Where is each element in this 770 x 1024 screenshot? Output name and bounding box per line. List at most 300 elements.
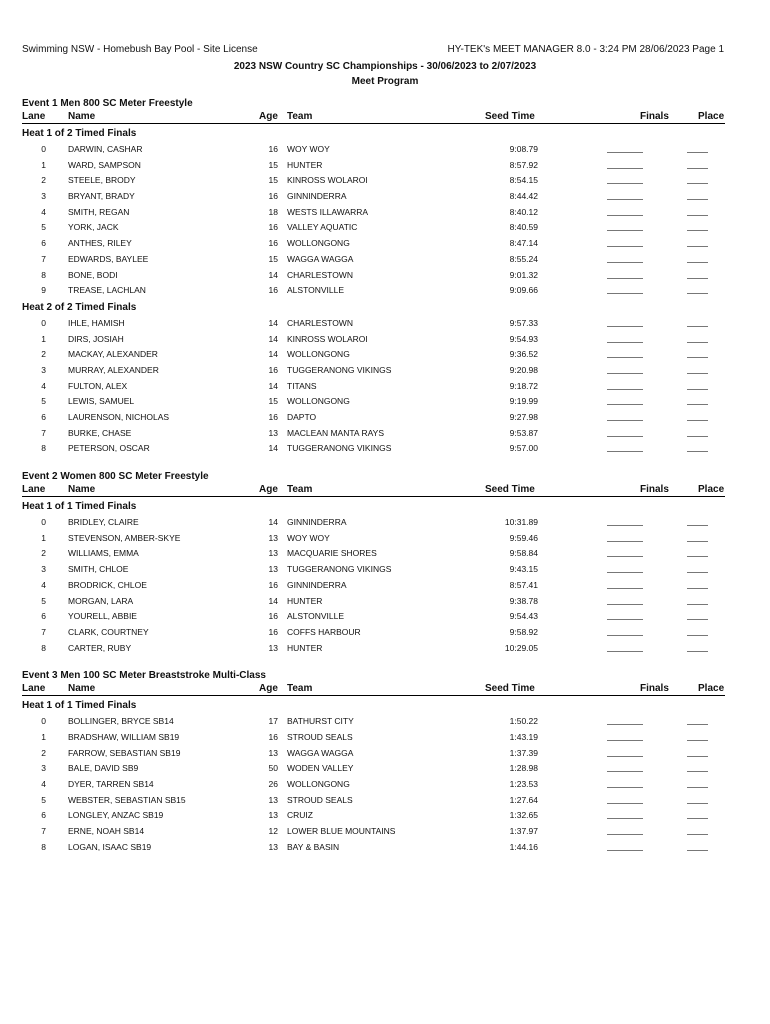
column-header-team: Team (287, 111, 313, 122)
seed-time: 8:54.15 (509, 175, 538, 186)
finals-blank-line (607, 588, 643, 589)
lane-number: 4 (41, 380, 46, 391)
team-name: STROUD SEALS (287, 731, 353, 742)
seed-time: 8:57.92 (509, 159, 538, 170)
lane-number: 1 (41, 159, 46, 170)
swimmer-age: 15 (268, 253, 278, 264)
swimmer-age: 16 (268, 144, 278, 154)
place-blank-line (687, 420, 708, 421)
lane-number: 1 (41, 333, 46, 344)
swimmer-age: 13 (268, 841, 278, 852)
lane-number: 2 (41, 747, 46, 758)
heat-label: Heat 1 of 1 Timed Finals (22, 501, 137, 513)
swimmer-name: FARROW, SEBASTIAN SB19 (68, 747, 181, 758)
event-title: Event 2 Women 800 SC Meter Freestyle (22, 471, 209, 483)
swimmer-age: 12 (268, 826, 278, 837)
team-name: WOY WOY (287, 532, 330, 543)
swimmer-name: DYER, TARREN SB14 (68, 779, 154, 789)
swimmer-age: 15 (268, 396, 278, 407)
seed-time: 9:01.32 (509, 269, 538, 280)
column-header-finals: Finals (640, 683, 669, 695)
seed-time: 8:40.59 (509, 222, 538, 233)
column-header-name: Name (68, 111, 96, 122)
place-blank-line (687, 850, 708, 851)
finals-blank-line (607, 604, 643, 605)
lane-number: 8 (41, 642, 46, 653)
swimmer-name: BURKE, CHASE (68, 427, 132, 438)
team-name: CRUIZ (287, 810, 313, 821)
entry-row (22, 172, 725, 188)
lane-number: 9 (41, 285, 46, 296)
swimmer-name: SMITH, REGAN (68, 206, 130, 217)
meet-title: 2023 NSW Country SC Championships - 30/06/2023 to 2/07/2023 (233, 61, 537, 72)
finals-blank-line (607, 183, 643, 184)
team-name: WOLLONGONG (287, 396, 350, 407)
swimmer-name: ANTHES, RILEY (68, 238, 132, 249)
swimmer-name: MURRAY, ALEXANDER (68, 364, 159, 375)
team-name: HUNTER (287, 159, 323, 170)
seed-time: 1:44.16 (509, 841, 538, 852)
finals-blank-line (607, 541, 643, 542)
finals-blank-line (607, 771, 643, 772)
column-header-team: Team (287, 683, 313, 695)
entry-row (22, 219, 725, 235)
team-name: HUNTER (287, 595, 323, 606)
entry-row (22, 331, 725, 347)
swimmer-age: 16 (268, 238, 278, 249)
event-spacer (22, 456, 725, 470)
lane-number: 7 (41, 427, 46, 438)
team-name: TUGGERANONG VIKINGS (287, 564, 392, 575)
team-name: WAGGA WAGGA (287, 747, 354, 758)
lane-number: 0 (41, 716, 46, 727)
swimmer-age: 13 (268, 427, 278, 438)
event-title: Event 3 Men 100 SC Meter Breaststroke Multi-Class (22, 670, 266, 682)
swimmer-age: 16 (268, 222, 278, 233)
lane-number: 4 (41, 206, 46, 217)
software-page-header: HY-TEK's MEET MANAGER 8.0 - 3:24 PM 28/06/2023 Page 1 (447, 44, 724, 55)
place-blank-line (687, 740, 708, 741)
lane-number: 2 (41, 548, 46, 559)
lane-number: 6 (41, 810, 46, 821)
team-name: DAPTO (287, 412, 317, 422)
swimmer-name: LAURENSON, NICHOLAS (68, 412, 170, 422)
finals-blank-line (607, 420, 643, 421)
swimmer-name: BOLLINGER, BRYCE SB14 (68, 716, 174, 727)
place-blank-line (687, 635, 708, 636)
team-name: WOY WOY (287, 144, 330, 154)
place-blank-line (687, 357, 708, 358)
place-blank-line (687, 756, 708, 757)
entry-row (22, 807, 725, 823)
swimmer-age: 14 (268, 333, 278, 344)
entry-row (22, 745, 725, 761)
place-blank-line (687, 604, 708, 605)
place-blank-line (687, 373, 708, 374)
finals-blank-line (607, 787, 643, 788)
entry-row (22, 141, 725, 157)
team-name: CHARLESTOWN (287, 269, 353, 280)
swimmer-name: LONGLEY, ANZAC SB19 (68, 810, 164, 821)
place-blank-line (687, 215, 708, 216)
event-block (22, 669, 725, 854)
entry-row (22, 346, 725, 362)
swimmer-age: 16 (268, 579, 278, 590)
swimmer-age: 13 (268, 548, 278, 559)
finals-blank-line (607, 651, 643, 652)
event-block (22, 97, 725, 456)
heat-label: Heat 1 of 1 Timed Finals (22, 700, 137, 712)
swimmer-age: 13 (268, 810, 278, 821)
swimmer-name: DARWIN, CASHAR (68, 144, 143, 154)
place-blank-line (687, 572, 708, 573)
finals-blank-line (607, 262, 643, 263)
swimmer-age: 13 (268, 642, 278, 653)
team-name: CHARLESTOWN (287, 317, 353, 328)
team-name: WOLLONGONG (287, 238, 350, 249)
lane-number: 5 (41, 794, 46, 805)
swimmer-age: 13 (268, 747, 278, 758)
team-name: TITANS (287, 380, 317, 391)
place-blank-line (687, 556, 708, 557)
column-header-finals: Finals (640, 111, 669, 122)
place-blank-line (687, 404, 708, 405)
entry-row (22, 713, 725, 729)
finals-blank-line (607, 230, 643, 231)
lane-number: 3 (41, 763, 46, 774)
team-name: VALLEY AQUATIC (287, 222, 358, 233)
event-title: Event 1 Men 800 SC Meter Freestyle (22, 98, 193, 109)
seed-time: 9:57.33 (509, 317, 538, 328)
swimmer-name: CARTER, RUBY (68, 642, 132, 653)
column-header-lane: Lane (22, 111, 46, 122)
finals-blank-line (607, 278, 643, 279)
lane-number: 3 (41, 564, 46, 575)
place-blank-line (687, 525, 708, 526)
seed-time: 9:58.92 (509, 626, 538, 637)
lane-number: 8 (41, 841, 46, 852)
place-blank-line (687, 342, 708, 343)
team-name: STROUD SEALS (287, 794, 353, 805)
place-blank-line (687, 541, 708, 542)
team-name: WOLLONGONG (287, 779, 350, 789)
place-blank-line (687, 588, 708, 589)
seed-time: 9:27.98 (509, 412, 538, 422)
swimmer-age: 14 (268, 317, 278, 328)
place-blank-line (687, 818, 708, 819)
lane-number: 5 (41, 595, 46, 606)
seed-time: 9:57.00 (509, 443, 538, 454)
seed-time: 1:32.65 (509, 810, 538, 821)
entry-row (22, 362, 725, 378)
seed-time: 1:37.39 (509, 747, 538, 758)
column-header-age: Age (259, 111, 278, 122)
entry-row (22, 776, 725, 792)
team-name: WOLLONGONG (287, 349, 350, 360)
seed-time: 1:23.53 (509, 779, 538, 789)
seed-time: 9:36.52 (509, 349, 538, 360)
swimmer-name: SMITH, CHLOE (68, 564, 129, 575)
seed-time: 1:43.19 (509, 731, 538, 742)
lane-number: 7 (41, 253, 46, 264)
swimmer-age: 14 (268, 595, 278, 606)
lane-number: 6 (41, 412, 46, 422)
team-name: TUGGERANONG VIKINGS (287, 364, 392, 375)
finals-blank-line (607, 357, 643, 358)
swimmer-name: WILLIAMS, EMMA (68, 548, 139, 559)
entry-row (22, 839, 725, 855)
column-header-row (22, 110, 725, 124)
seed-time: 9:38.78 (509, 595, 538, 606)
entry-row (22, 729, 725, 745)
finals-blank-line (607, 168, 643, 169)
entry-row (22, 204, 725, 220)
lane-number: 1 (41, 532, 46, 543)
finals-blank-line (607, 635, 643, 636)
lane-number: 0 (41, 317, 46, 328)
swimmer-age: 14 (268, 269, 278, 280)
column-header-name: Name (68, 484, 96, 496)
entry-row (22, 188, 725, 204)
entry-row (22, 593, 725, 609)
event-spacer (22, 655, 725, 669)
column-header-team: Team (287, 484, 313, 496)
place-blank-line (687, 803, 708, 804)
lane-number: 6 (41, 238, 46, 249)
seed-time: 1:37.97 (509, 826, 538, 837)
seed-time: 9:09.66 (509, 285, 538, 296)
swimmer-name: STEELE, BRODY (68, 175, 136, 186)
place-blank-line (687, 787, 708, 788)
team-name: BATHURST CITY (287, 716, 354, 727)
entry-row (22, 409, 725, 425)
team-name: WESTS ILLAWARRA (287, 206, 369, 217)
column-header-lane: Lane (22, 484, 46, 496)
swimmer-age: 26 (268, 779, 278, 789)
seed-time: 9:20.98 (509, 364, 538, 375)
seed-time: 1:28.98 (509, 763, 538, 774)
seed-time: 10:29.05 (504, 642, 538, 653)
swimmer-name: BONE, BODI (68, 269, 118, 280)
swimmer-age: 14 (268, 349, 278, 360)
finals-blank-line (607, 525, 643, 526)
team-name: GINNINDERRA (287, 579, 347, 590)
lane-number: 4 (41, 779, 46, 789)
place-blank-line (687, 451, 708, 452)
seed-time: 1:27.64 (509, 794, 538, 805)
finals-blank-line (607, 556, 643, 557)
seed-time: 9:54.43 (509, 611, 538, 622)
lane-number: 2 (41, 175, 46, 186)
swimmer-age: 50 (268, 763, 278, 774)
event-block (22, 470, 725, 655)
team-name: MACQUARIE SHORES (287, 548, 377, 559)
finals-blank-line (607, 436, 643, 437)
entry-row (22, 282, 725, 298)
column-header-seed: Seed Time (485, 484, 535, 496)
lane-number: 2 (41, 349, 46, 360)
swimmer-name: BRYANT, BRADY (68, 191, 135, 202)
seed-time: 9:59.46 (509, 532, 538, 543)
heat-label: Heat 1 of 2 Timed Finals (22, 128, 137, 139)
column-header-finals: Finals (640, 484, 669, 496)
place-blank-line (687, 436, 708, 437)
finals-blank-line (607, 389, 643, 390)
place-blank-line (687, 771, 708, 772)
entry-row (22, 760, 725, 776)
team-name: HUNTER (287, 642, 323, 653)
swimmer-age: 17 (268, 716, 278, 727)
seed-time: 8:44.42 (509, 191, 538, 202)
entry-row (22, 315, 725, 331)
entry-row (22, 425, 725, 441)
column-header-row (22, 483, 725, 497)
column-header-age: Age (259, 484, 278, 496)
entry-row (22, 251, 725, 267)
column-header-row (22, 682, 725, 696)
entry-row (22, 624, 725, 640)
lane-number: 1 (41, 731, 46, 742)
seed-time: 8:47.14 (509, 238, 538, 249)
swimmer-age: 13 (268, 794, 278, 805)
column-header-place: Place (698, 683, 725, 695)
entry-row (22, 235, 725, 251)
entry-row (22, 378, 725, 394)
lane-number: 7 (41, 826, 46, 837)
team-name: KINROSS WOLAROI (287, 175, 368, 186)
swimmer-age: 16 (268, 191, 278, 202)
column-header-seed: Seed Time (485, 683, 535, 695)
column-header-place: Place (698, 484, 725, 496)
swimmer-age: 13 (268, 532, 278, 543)
finals-blank-line (607, 724, 643, 725)
swimmer-name: IHLE, HAMISH (68, 317, 125, 328)
entry-row (22, 393, 725, 409)
lane-number: 5 (41, 396, 46, 407)
swimmer-name: BALE, DAVID SB9 (68, 763, 139, 774)
entry-row (22, 608, 725, 624)
swimmer-name: FULTON, ALEX (68, 380, 128, 391)
lane-number: 6 (41, 611, 46, 622)
seed-time: 9:19.99 (509, 396, 538, 407)
entry-row (22, 157, 725, 173)
swimmer-name: YOURELL, ABBIE (68, 611, 137, 622)
swimmer-name: BRIDLEY, CLAIRE (68, 517, 139, 528)
swimmer-name: EDWARDS, BAYLEE (68, 253, 149, 264)
swimmer-name: MACKAY, ALEXANDER (68, 349, 158, 360)
entry-row (22, 823, 725, 839)
seed-time: 8:40.12 (509, 206, 538, 217)
team-name: TUGGERANONG VIKINGS (287, 443, 392, 454)
place-blank-line (687, 183, 708, 184)
finals-blank-line (607, 619, 643, 620)
team-name: KINROSS WOLAROI (287, 333, 368, 344)
place-blank-line (687, 389, 708, 390)
swimmer-name: CLARK, COURTNEY (68, 626, 149, 637)
swimmer-name: STEVENSON, AMBER-SKYE (68, 532, 181, 543)
team-name: LOWER BLUE MOUNTAINS (287, 826, 396, 837)
team-name: BAY & BASIN (287, 841, 340, 852)
team-name: MACLEAN MANTA RAYS (287, 427, 384, 438)
finals-blank-line (607, 818, 643, 819)
finals-blank-line (607, 850, 643, 851)
swimmer-age: 16 (268, 285, 278, 296)
swimmer-name: PETERSON, OSCAR (68, 443, 150, 454)
entry-row (22, 577, 725, 593)
team-name: GINNINDERRA (287, 191, 347, 202)
team-name: WAGGA WAGGA (287, 253, 354, 264)
seed-time: 8:57.41 (509, 579, 538, 590)
place-blank-line (687, 246, 708, 247)
finals-blank-line (607, 572, 643, 573)
lane-number: 4 (41, 579, 46, 590)
meet-program-subtitle: Meet Program (351, 76, 419, 87)
seed-time: 9:43.15 (509, 564, 538, 575)
swimmer-age: 14 (268, 443, 278, 454)
lane-number: 8 (41, 443, 46, 454)
finals-blank-line (607, 740, 643, 741)
place-blank-line (687, 262, 708, 263)
place-blank-line (687, 152, 708, 153)
team-name: COFFS HARBOUR (287, 626, 361, 637)
swimmer-age: 16 (268, 611, 278, 622)
finals-blank-line (607, 342, 643, 343)
swimmer-name: YORK, JACK (68, 222, 119, 233)
seed-time: 9:54.93 (509, 333, 538, 344)
lane-number: 7 (41, 626, 46, 637)
team-name: ALSTONVILLE (287, 285, 345, 296)
finals-blank-line (607, 834, 643, 835)
seed-time: 9:58.84 (509, 548, 538, 559)
place-blank-line (687, 834, 708, 835)
column-header-lane: Lane (22, 683, 46, 695)
swimmer-name: ERNE, NOAH SB14 (68, 826, 145, 837)
seed-time: 8:55.24 (509, 253, 538, 264)
swimmer-name: DIRS, JOSIAH (68, 333, 124, 344)
entry-row (22, 792, 725, 808)
seed-time: 10:31.89 (504, 517, 538, 528)
team-name: ALSTONVILLE (287, 611, 345, 622)
place-blank-line (687, 168, 708, 169)
swimmer-age: 15 (268, 175, 278, 186)
finals-blank-line (607, 803, 643, 804)
place-blank-line (687, 199, 708, 200)
lane-number: 3 (41, 191, 46, 202)
lane-number: 8 (41, 269, 46, 280)
place-blank-line (687, 651, 708, 652)
finals-blank-line (607, 326, 643, 327)
finals-blank-line (607, 373, 643, 374)
entry-row (22, 514, 725, 530)
place-blank-line (687, 293, 708, 294)
seed-time: 9:08.79 (509, 144, 538, 154)
heat-label: Heat 2 of 2 Timed Finals (22, 301, 137, 313)
finals-blank-line (607, 293, 643, 294)
finals-blank-line (607, 756, 643, 757)
swimmer-age: 15 (268, 159, 278, 170)
place-blank-line (687, 619, 708, 620)
swimmer-age: 13 (268, 564, 278, 575)
swimmer-age: 16 (268, 412, 278, 422)
swimmer-name: BRODRICK, CHLOE (68, 579, 147, 590)
column-header-age: Age (259, 683, 278, 695)
swimmer-name: MORGAN, LARA (68, 595, 134, 606)
finals-blank-line (607, 404, 643, 405)
seed-time: 9:53.87 (509, 427, 538, 438)
seed-time: 1:50.22 (509, 716, 538, 727)
column-header-seed: Seed Time (485, 111, 535, 122)
site-license-header: Swimming NSW - Homebush Bay Pool - Site License (22, 44, 258, 55)
